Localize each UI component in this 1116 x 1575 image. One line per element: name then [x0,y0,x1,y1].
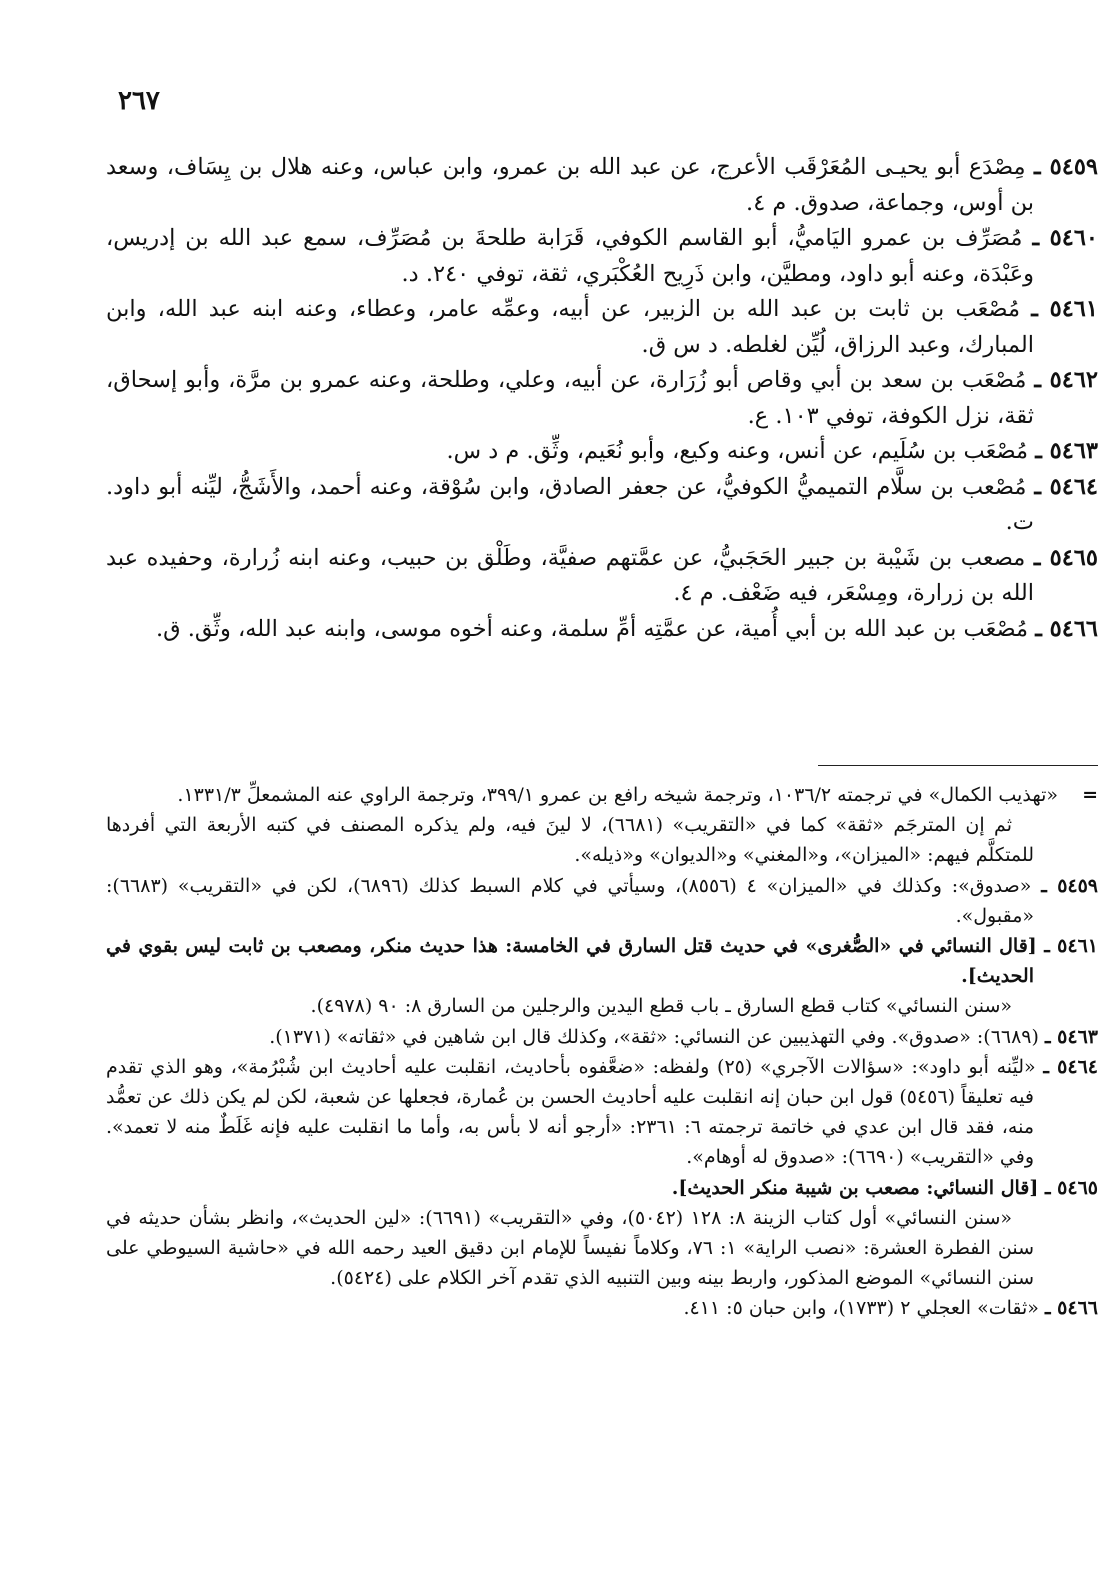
footnote-number: ٥٤٦٤ ـ [1043,1055,1098,1078]
main-text [106,150,1098,647]
footnote-5465 [106,1173,1098,1203]
entry-number: ٥٤٦٠ ـ [1032,225,1098,251]
entry-5464 [106,470,1098,541]
footnote-number: ٥٤٦١ ـ [1044,935,1098,958]
entry-text: مُصْعَب بن عبد الله بن أبي أُمية، عن عمَّتِه أمِّ سلمة، وعنه أخوه موسى، وابنه عبد الله، وثِّق. ق. [156,615,1029,642]
entry-number: ٥٤٦٤ ـ [1034,473,1098,500]
entry-5463 [106,434,1098,470]
footnote-number: ٥٤٦٥ ـ [1044,1176,1098,1199]
footnote-text: ثم إن المترجَم «ثقة» كما في «التقريب» (٦٦٨١)، لا لينَ فيه، ولم يذكره المصنف في كتبه الأربعة التي أفردها للمتكلَّم فيهم: «الميزان»، و«المغني» و«الديوان» و«ذيله». [106,814,1034,867]
entry-5460 [106,221,1098,292]
entry-number: ٥٤٥٩ ـ [1033,154,1098,180]
entry-5466 [106,612,1098,648]
page-number: ٢٦٧ [118,86,160,116]
footnote-text: [قال النسائي: مصعب بن شيبة منكر الحديث]. [671,1176,1039,1199]
entry-text: مُصَرِّف بن عمرو اليَاميُّ، أبو القاسم الكوفي، قَرَابة طلحةَ بن مُصَرِّف، سمع عبد الله بن إدريس، وعَبْدَة، وعنه أبو داود، ومطيَّن، وابن ذَرِيح العُكْبَري، ثقة، توفي ٢٤٠. د. [106,225,1034,287]
footnote-reference [106,1203,1098,1294]
entry-5465 [106,541,1098,612]
footnote-number: ٥٤٦٣ ـ [1044,1025,1098,1048]
footnote-5466 [106,1293,1098,1323]
footnote-paragraph [106,810,1098,870]
entry-5459 [106,150,1098,221]
continuation-marker: = [1082,784,1098,806]
entry-text: مُصْعب بن سلَّام التميميُّ الكوفيُّ، عن جعفر الصادق، وابن سُوْقة، وعنه أحمد، والأَشَجُّ، ليِّنه أبو داود. ت. [106,473,1034,535]
footnote-text: «ليِّنه أبو داود»: «سؤالات الآجري» (٢٥) ولفظه: «ضعَّفوه بأحاديث، انقلبت عليه أحاديث ابن شُبْرُمة»، وهو الذي تقدم فيه تعليقاً (٥٤٥٦) قول ابن حبان إنه انقلبت عليه أحاديث الحسن بن عُمارة، فجعلها عن شعبة، لكن لم يكن ذلك عن تعمُّد منه، فقد قال ابن عدي في خاتمة ترجمته ٦: ٢٣٦١: «أرجو أنه لا بأس به، وأما ما انقلبت عليه فإنه غَلَطٌ منه لا تعمد». وفي «التقريب» (٦٦٩٠): «صدوق له أوهام». [106,1055,1036,1169]
entry-text: مُصْعَب بن سعد بن أبي وقاص أبو زُرَارة، عن أبيه، وعلي، وطلحة، وعنه عمرو بن مرَّة، وأبو إسحاق، ثقة، نزل الكوفة، توفي ١٠٣. ع. [106,367,1034,429]
footnote-text: «سنن النسائي» أول كتاب الزينة ٨: ١٢٨ (٥٠٤٢)، وفي «التقريب» (٦٦٩١): «لين الحديث»، وانظر بشأن حديثه في سنن الفطرة العشرة: «نصب الراية» ١: ٧٦، وكلاماً نفيساً للإمام ابن دقيق العيد رحمه الله في «حاشية السيوطي على سنن النسائي» الموضع المذكور، واربط بينه وبين التنبيه الذي تقدم آخر الكلام على (٥٤٢٤). [106,1206,1034,1290]
entry-text: مِصْدَع أبو يحيـى المُعَرْقَب الأعرج، عن عبد الله بن عمرو، وابن عباس، وعنه هلال بن يِسَاف، وسعد بن أوس، وجماعة، صدوق. م ٤. [106,154,1034,216]
footnote-number: ٥٤٦٦ ـ [1044,1297,1098,1320]
footnote-5459 [106,871,1098,931]
footnote-text: [قال النسائي في «الصُّغرى» في حديث قتل السارق في الخامسة: هذا حديث منكر، ومصعب بن ثابت ليس بقوي في الحديث]. [106,935,1037,988]
entry-number: ٥٤٦٥ ـ [1033,544,1098,571]
entry-text: مُصْعَب بن ثابت بن عبد الله بن الزبير، عن أبيه، وعمِّه عامر، وعطاء، وعنه ابنه عبد الله، وابن المبارك، وعبد الرزاق، لُيِّن لغلطه. د س ق. [106,296,1034,358]
entry-number: ٥٤٦١ ـ [1031,296,1098,322]
footnote-5463 [106,1022,1098,1052]
entry-number: ٥٤٦٦ ـ [1035,615,1098,642]
footnotes [106,780,1098,1324]
footnote-continuation [106,780,1098,810]
footnote-5464 [106,1052,1098,1173]
entry-5462 [106,363,1098,434]
footnote-reference [106,991,1098,1021]
footnote-text: «صدوق»: وكذلك في «الميزان» ٤ (٨٥٥٦)، وسيأتي في كلام السبط كذلك (٦٨٩٦)، لكن في «التقريب» (٦٦٨٣): «مقبول». [106,874,1034,927]
footnote-text: (٦٦٨٩): «صدوق». وفي التهذيبين عن النسائي: «ثقة»، وكذلك قال ابن شاهين في «ثقاته» (١٣٧١). [269,1025,1039,1048]
entry-text: مصعب بن شَيْبة بن جبير الحَجَبيُّ، عن عمَّتهم صفيَّة، وطَلْق بن حبيب، وعنه ابنه زُرارة، وحفيده عبد الله بن زرارة، ومِسْعَر، فيه ضَعْف. م ٤. [106,544,1034,606]
footnote-text: «تهذيب الكمال» في ترجمته ١٠٣٦/٢، وترجمة شيخه رافع بن عمرو ٣٩٩/١، وترجمة الراوي عنه المشمعلِّ ١٣٣١/٣. [177,784,1058,806]
footnote-text: «ثقات» العجلي ٢ (١٧٣٣)، وابن حبان ٥: ٤١١. [683,1297,1039,1320]
entry-number: ٥٤٦٢ ـ [1034,367,1098,393]
footnote-text: «سنن النسائي» كتاب قطع السارق ـ باب قطع اليدين والرجلين من السارق ٨: ٩٠ (٤٩٧٨). [310,995,1012,1018]
footnote-5461 [106,931,1098,991]
footnote-number: ٥٤٥٩ ـ [1041,874,1099,897]
entry-text: مُصْعَب بن سُلَيم، عن أنس، وعنه وكيع، وأبو نُعَيم، وثِّق. م د س. [446,438,1029,464]
entry-5461 [106,292,1098,363]
footnote-divider [818,765,1098,766]
entry-number: ٥٤٦٣ ـ [1035,438,1098,464]
